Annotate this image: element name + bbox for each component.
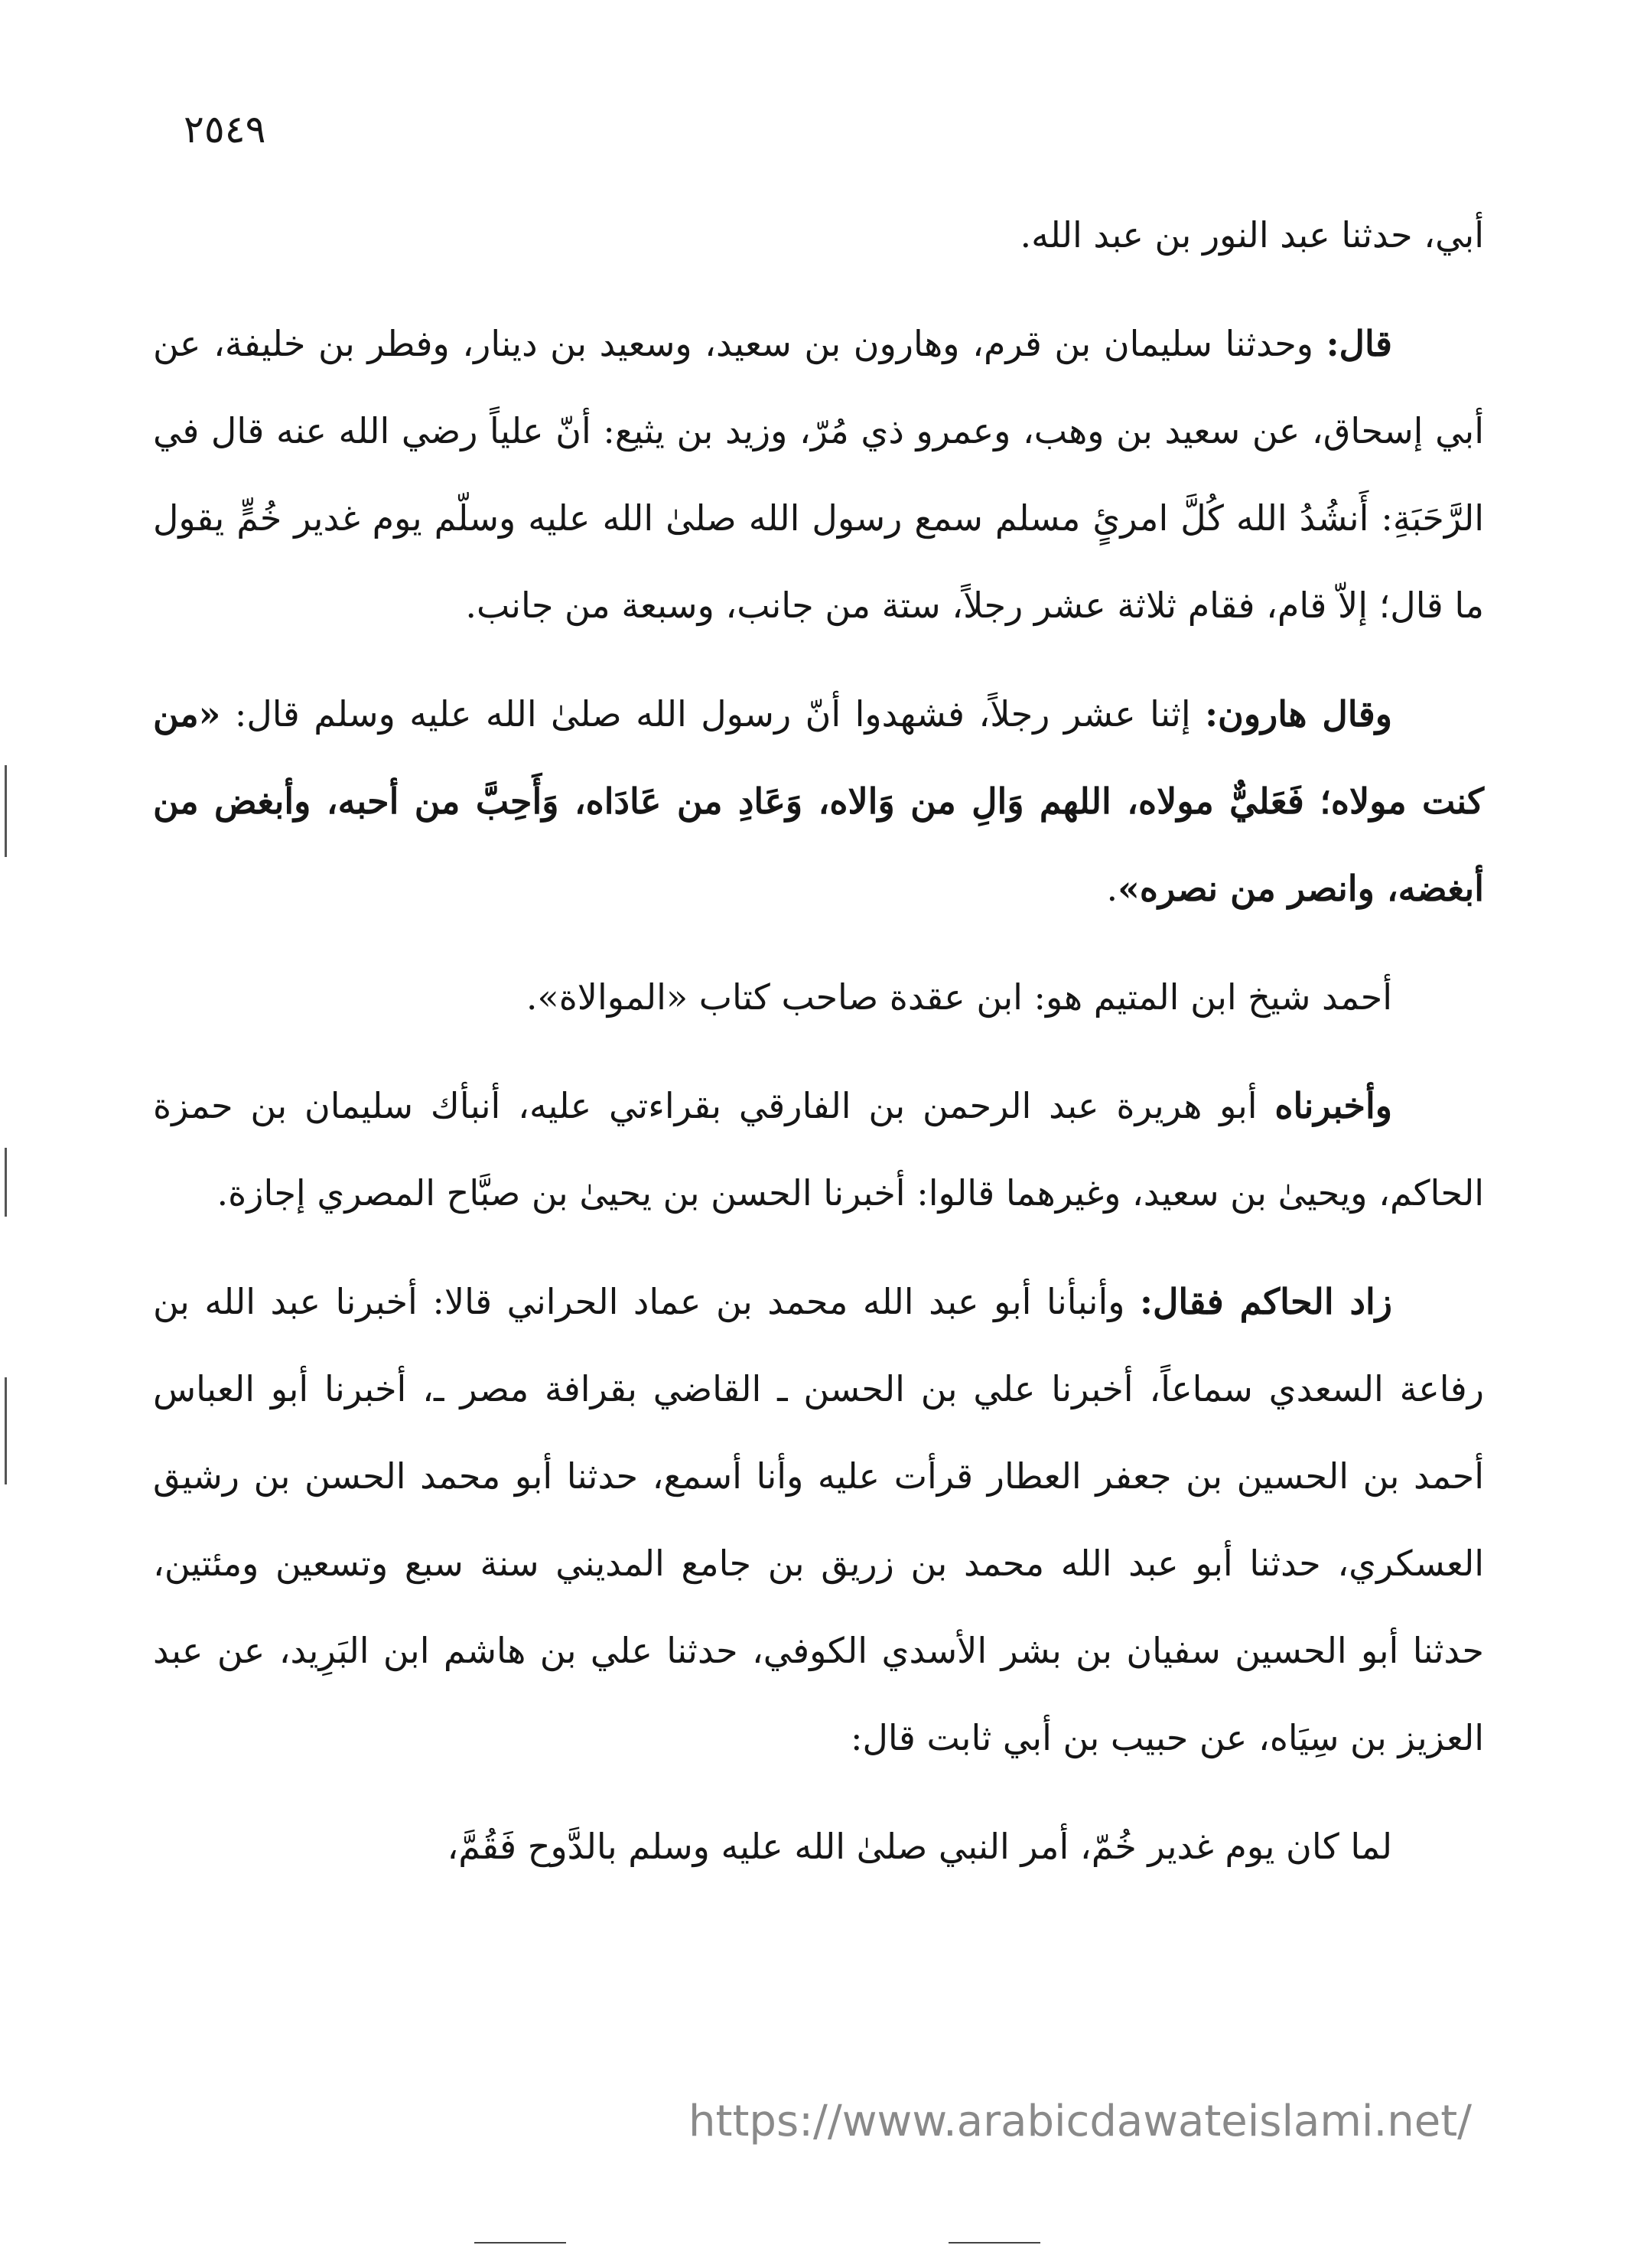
scan-edge-mark (5, 1377, 7, 1484)
paragraph-text: إثنا عشر رجلاً، فشهدوا أنّ رسول الله صلىٰ الله عليه وسلم قال: (220, 693, 1206, 735)
scan-edge-mark (5, 765, 7, 857)
paragraph-text: أحمد شيخ ابن المتيم هو: ابن عقدة صاحب كتاب «الموالاة». (526, 976, 1392, 1018)
paragraph-text: أبو هريرة عبد الرحمن بن الفارقي بقراءتي عليه، أنبأك سليمان بن حمزة الحاكم، ويحيىٰ بن سعيد، وغيرهما قالوا: أخبرنا الحسن بن يحيىٰ بن صبَّاح المصري إجازة. (153, 1085, 1484, 1214)
paragraph-lead: قال: (1326, 323, 1392, 364)
paragraph-text: أبي، حدثنا عبد النور بن عبد الله. (1020, 214, 1484, 256)
paragraph-lead: وأخبرناه (1274, 1085, 1392, 1126)
hadith-quote: «من كنت مولاه؛ فَعَليٌّ مولاه، اللهم وَالِ من وَالاه، وَعَادِ من عَادَاه، وَأَحِبَّ من أحبه، وأبغض من أبغضه، وانصر من نصره» (153, 693, 1484, 909)
scan-edge-mark (5, 1148, 7, 1217)
watermark-url: https://www.arabicdawateislami.net/ (688, 2097, 1473, 2146)
body-text (153, 191, 1484, 1890)
scan-bottom-rule (949, 2242, 1040, 2244)
page-number: ٢٥٤٩ (184, 107, 266, 152)
paragraph-6 (153, 1258, 1484, 1781)
paragraph-7 (153, 1803, 1484, 1890)
paragraph-lead: زاد الحاكم فقال: (1140, 1281, 1392, 1322)
paragraph-1 (153, 191, 1484, 279)
paragraph-text: لما كان يوم غدير خُمّ، أمر النبي صلىٰ الله عليه وسلم بالدَّوح فَقُمَّ، (447, 1826, 1392, 1867)
paragraph-text: وأنبأنا أبو عبد الله محمد بن عماد الحراني قالا: أخبرنا عبد الله بن رفاعة السعدي سماعاً، أخبرنا علي بن الحسن ـ القاضي بقرافة مصر ـ، أخبرنا أبو العباس أحمد بن الحسين بن جعفر العطار قرأت عليه وأنا أسمع، حدثنا أبو محمد الحسن بن رشيق العسكري، حدثنا أبو عبد الله محمد بن زريق بن جامع المديني سنة سبع وتسعين ومئتين، حدثنا أبو الحسين سفيان بن بشر الأسدي الكوفي، حدثنا علي بن هاشم ابن البَرِيد، عن عبد العزيز بن سِيَاه، عن حبيب بن أبي ثابت قال: (153, 1281, 1484, 1758)
paragraph-2 (153, 300, 1484, 649)
paragraph-5 (153, 1062, 1484, 1237)
scan-bottom-rule (474, 2242, 566, 2244)
paragraph-3 (153, 670, 1484, 932)
paragraph-text: وحدثنا سليمان بن قرم، وهارون بن سعيد، وسعيد بن دينار، وفطر بن خليفة، عن أبي إسحاق، عن سعيد بن وهب، وعمرو ذي مُرّ، وزيد بن يثيع: أنّ علياً رضي الله عنه قال في الرَّحَبَةِ: أَنشُدُ الله كُلَّ امرئٍ مسلم سمع رسول الله صلىٰ الله عليه وسلّم يوم غدير خُمٍّ يقول ما قال؛ إلاّ قام، فقام ثلاثة عشر رجلاً، ستة من جانب، وسبعة من جانب. (153, 323, 1484, 626)
paragraph-tail: . (1106, 868, 1118, 909)
paragraph-lead: وقال هارون: (1205, 693, 1392, 735)
paragraph-4 (153, 953, 1484, 1041)
